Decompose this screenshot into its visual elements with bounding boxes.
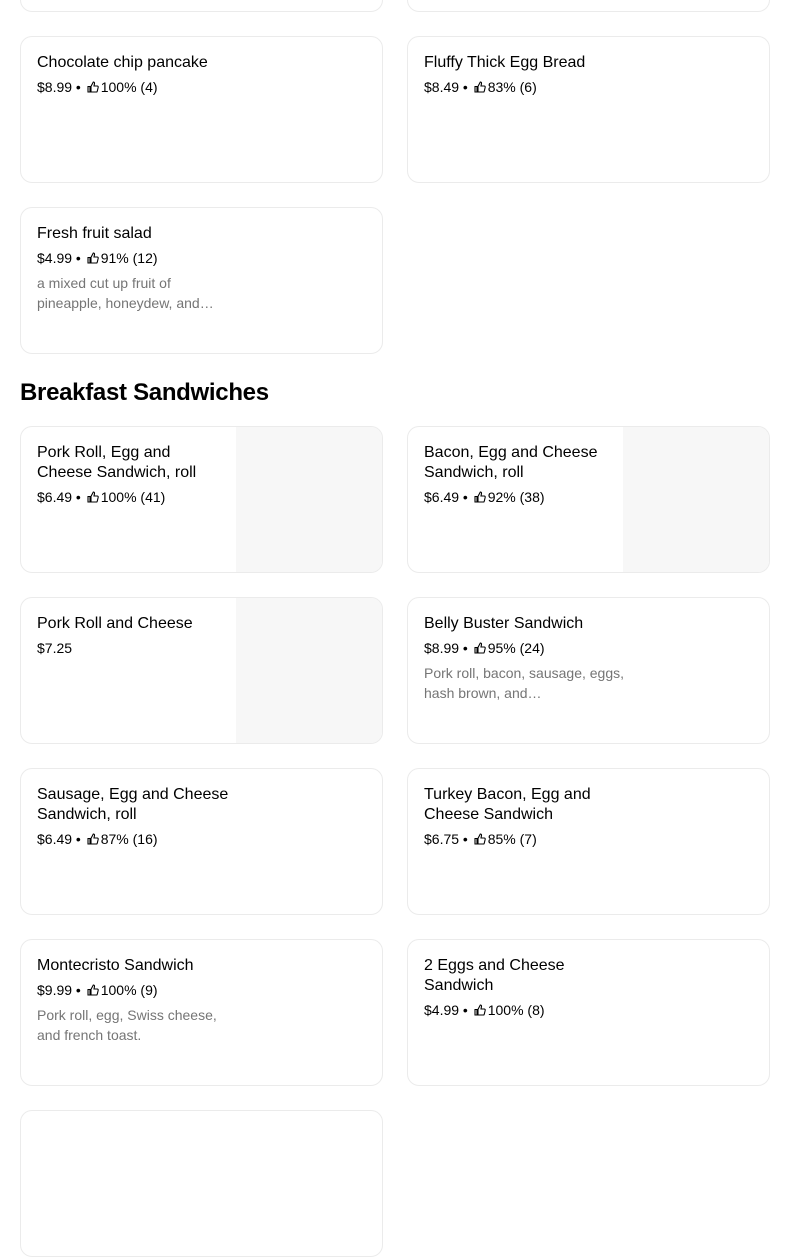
item-rating: 100% (41) [100, 489, 166, 505]
thumbs-up-icon [87, 81, 99, 93]
item-meta [424, 488, 610, 506]
separator: • [72, 489, 85, 505]
item-price: $6.49 [424, 489, 460, 505]
item-price: $6.75 [424, 831, 460, 847]
menu-item-card[interactable] [407, 768, 770, 915]
item-title: Fresh fruit salad [37, 225, 152, 242]
item-meta [37, 488, 223, 506]
item-price: $9.99 [37, 982, 73, 998]
menu-item-card[interactable] [20, 939, 383, 1086]
menu-item-card[interactable] [20, 36, 383, 183]
item-meta [37, 639, 223, 657]
menu-item-card[interactable] [407, 426, 770, 573]
menu-item-card[interactable] [20, 207, 383, 354]
item-rating: 95% (24) [487, 640, 545, 656]
item-title: 2 Eggs and Cheese Sandwich [424, 957, 565, 994]
item-price: $4.99 [37, 250, 73, 266]
item-meta [37, 78, 237, 96]
item-meta [37, 981, 237, 999]
thumbs-up-icon [87, 984, 99, 996]
item-meta [424, 830, 624, 848]
thumbs-up-icon [474, 491, 486, 503]
item-price: $4.99 [424, 1002, 460, 1018]
item-price: $8.99 [37, 79, 73, 95]
menu-item-card-partial[interactable] [20, 0, 383, 12]
item-price: $8.49 [424, 79, 460, 95]
menu-item-card-partial[interactable] [20, 1110, 383, 1257]
item-title: Sausage, Egg and Cheese Sandwich, roll [37, 786, 229, 823]
item-description: Pork roll, egg, Swiss cheese, and french toast. [37, 1007, 217, 1043]
item-rating: 91% (12) [100, 250, 158, 266]
item-rating: 100% (8) [487, 1002, 545, 1018]
item-rating: 83% (6) [487, 79, 537, 95]
item-meta [37, 249, 237, 267]
item-meta [424, 78, 624, 96]
separator: • [459, 489, 472, 505]
menu-item-card[interactable] [407, 36, 770, 183]
item-title: Chocolate chip pancake [37, 54, 208, 71]
menu-item-card-partial[interactable] [407, 0, 770, 12]
separator: • [459, 79, 472, 95]
item-rating: 87% (16) [100, 831, 158, 847]
separator: • [459, 640, 472, 656]
thumbs-up-icon [474, 1004, 486, 1016]
item-title: Pork Roll and Cheese [37, 615, 193, 632]
thumbs-up-icon [474, 642, 486, 654]
separator: • [72, 250, 85, 266]
item-rating: 100% (9) [100, 982, 158, 998]
item-meta [424, 639, 624, 657]
item-image [236, 598, 382, 743]
item-image [236, 427, 382, 572]
separator: • [72, 982, 85, 998]
menu-item-card[interactable] [20, 597, 383, 744]
menu-item-card[interactable] [20, 426, 383, 573]
section-title-breakfast-sandwiches: Breakfast Sandwiches [20, 379, 269, 406]
item-title: Pork Roll, Egg and Cheese Sandwich, roll [37, 444, 197, 481]
thumbs-up-icon [474, 81, 486, 93]
item-price: $7.25 [37, 640, 73, 656]
thumbs-up-icon [87, 491, 99, 503]
item-title: Turkey Bacon, Egg and Cheese Sandwich [424, 786, 591, 823]
thumbs-up-icon [87, 252, 99, 264]
menu-item-card[interactable] [407, 597, 770, 744]
item-title: Montecristo Sandwich [37, 957, 194, 974]
item-rating: 100% (4) [100, 79, 158, 95]
item-description: Pork roll, bacon, sausage, eggs, hash brown, and… [424, 665, 624, 701]
item-title: Belly Buster Sandwich [424, 615, 584, 632]
item-description: a mixed cut up fruit of pineapple, honeydew, and… [37, 275, 214, 311]
item-price: $8.99 [424, 640, 460, 656]
thumbs-up-icon [87, 833, 99, 845]
item-rating: 85% (7) [487, 831, 537, 847]
item-price: $6.49 [37, 831, 73, 847]
separator: • [459, 831, 472, 847]
item-price: $6.49 [37, 489, 73, 505]
separator: • [72, 831, 85, 847]
item-title: Fluffy Thick Egg Bread [424, 54, 586, 71]
item-image [623, 427, 769, 572]
menu-item-card[interactable] [20, 768, 383, 915]
separator: • [72, 79, 85, 95]
item-meta [424, 1001, 624, 1019]
thumbs-up-icon [474, 833, 486, 845]
item-rating: 92% (38) [487, 489, 545, 505]
separator: • [459, 1002, 472, 1018]
item-meta [37, 830, 237, 848]
item-title: Bacon, Egg and Cheese Sandwich, roll [424, 444, 598, 481]
menu-item-card[interactable] [407, 939, 770, 1086]
